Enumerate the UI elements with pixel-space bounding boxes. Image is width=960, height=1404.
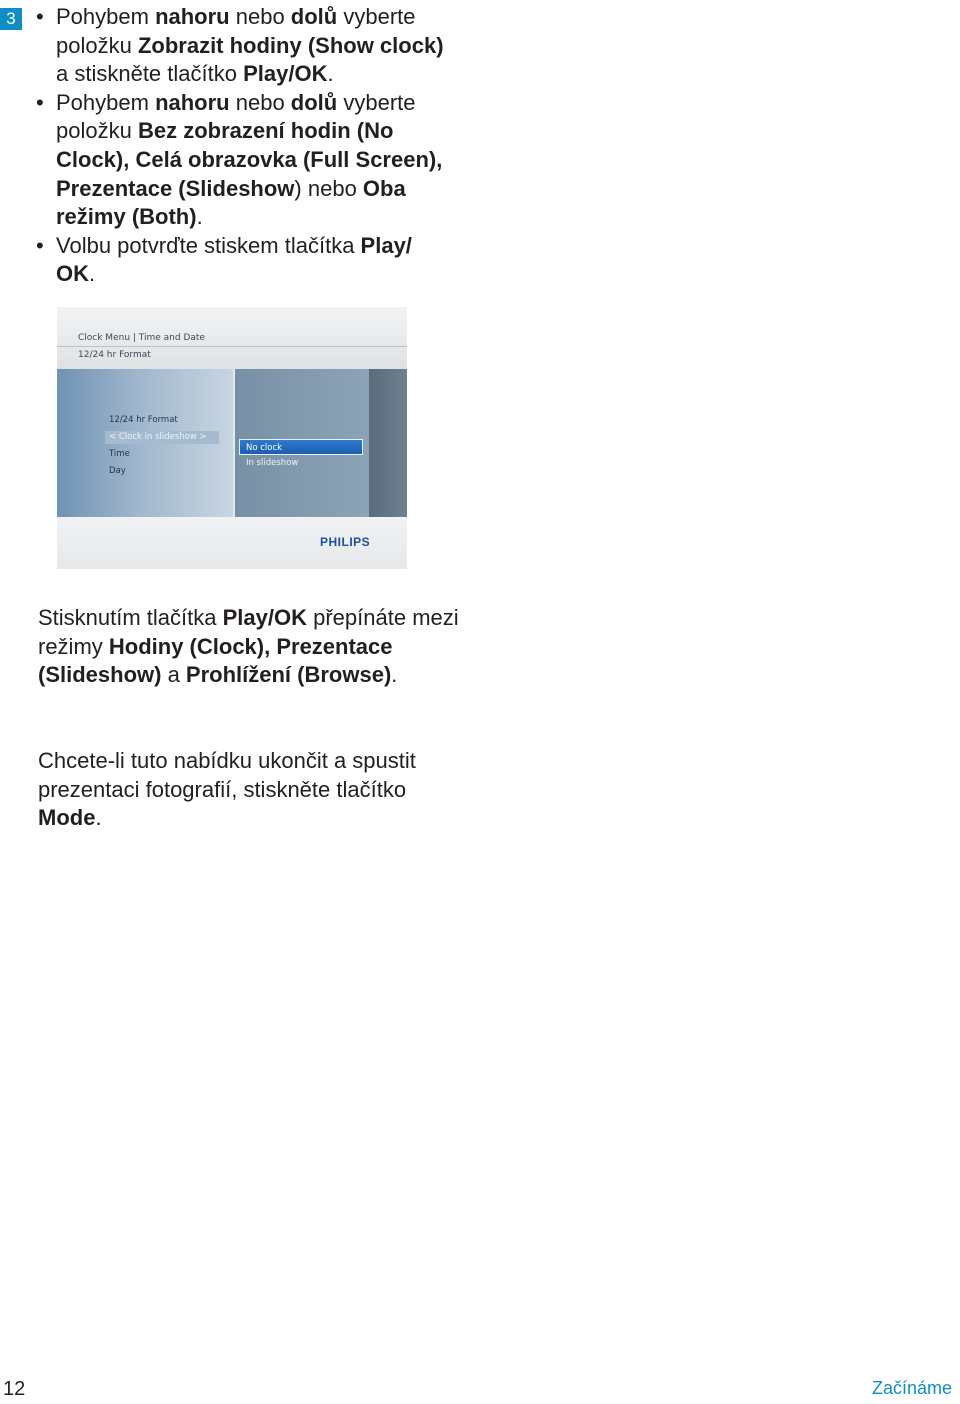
exit-menu-paragraph: Chcete-li tuto nabídku ukončit a spustit prezentaci fotografií, stiskněte tlačítko Mode. <box>38 748 416 831</box>
list-item: • Volbu potvrďte stiskem tlačítka Play/ OK. <box>36 232 456 289</box>
option-in-slideshow[interactable]: In slideshow <box>246 458 299 468</box>
menu-item-time[interactable]: Time <box>109 449 130 459</box>
preview-pane <box>369 369 407 517</box>
list-item: • Pohybem nahoru nebo dolů vyberte položku Bez zobrazení hodin (No Clock), Celá obrazovka (Full Screen), Prezentace (Slideshow) nebo Oba režimy (Both). <box>36 89 456 232</box>
menu-item-day[interactable]: Day <box>109 466 126 476</box>
philips-logo: PHILIPS <box>320 535 371 549</box>
screen-header <box>57 307 407 369</box>
menu-item-format[interactable]: 12/24 hr Format <box>109 415 178 425</box>
screen-subheading: 12/24 hr Format <box>78 350 151 360</box>
screen-menu-area <box>57 369 407 517</box>
screen-breadcrumb: Clock Menu | Time and Date <box>78 333 205 343</box>
header-divider <box>57 346 407 347</box>
mode-switch-paragraph: Stisknutím tlačítka Play/OK přepínáte mezi režimy Hodiny (Clock), Prezentace (Slideshow) a Prohlížení (Browse). <box>38 605 459 688</box>
page-number: 12 <box>3 1378 26 1400</box>
instruction-list <box>36 3 456 289</box>
list-item: • Pohybem nahoru nebo dolů vyberte položku Zobrazit hodiny (Show clock) a stiskněte tlačítko Play/OK. <box>36 3 456 89</box>
menu-pane <box>57 369 235 517</box>
option-no-clock[interactable]: No clock <box>239 439 363 455</box>
screen-footer <box>57 517 407 569</box>
section-title: Začínáme <box>871 1378 952 1398</box>
menu-item-clock-in-slideshow[interactable]: < Clock in slideshow > <box>105 431 219 444</box>
step-number-badge: 3 <box>0 8 22 30</box>
device-screen-illustration <box>57 307 407 569</box>
